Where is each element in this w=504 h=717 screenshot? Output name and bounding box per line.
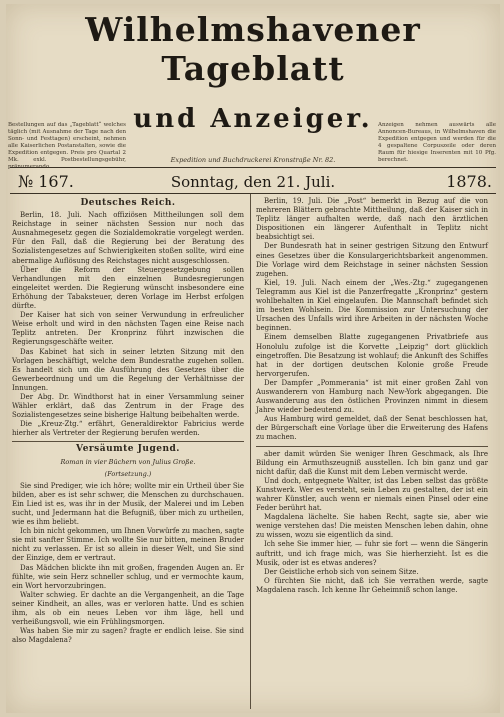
- article-paragraph: Der Bundesrath hat in seiner gestrigen Sitzung den Entwurf eines Gesetzes über die Konsulargerichtsbarkeit angenommen. Die Vorlage wird dem Reichstage in seiner nächsten Session zugehen.: [256, 242, 488, 278]
- article-paragraph: Der Kaiser hat sich von seiner Verwundung in erfreulicher Weise erholt und wird in den nächsten Tagen eine Reise nach Teplitz antreten. Der Kronprinz führt inzwischen die Regierungsgeschäfte weiter.: [12, 311, 244, 347]
- article-paragraph: Die „Kreuz-Ztg.“ erfährt, Generaldirektor Fabricius werde hierher als Vertreter der Regierung berufen werden.: [12, 420, 244, 438]
- section-title-german-reich: Deutsches Reich.: [80, 198, 176, 208]
- feuilleton-continuation: (Fortsetzung.): [104, 469, 152, 478]
- header-rule-bottom: [10, 193, 496, 194]
- feuilleton-title: Versäumte Jugend.: [76, 444, 180, 455]
- newspaper-page: [6, 4, 500, 713]
- feuilleton-paragraph: Das Mädchen blickte ihn mit großen, fragenden Augen an. Er fühlte, wie sein Herz schneller schlug, und er vermochte kaum, ein Wort hervorzubringen.: [12, 563, 244, 590]
- article-paragraph: Über die Reform der Steuergesetzgebung sollen Verhandlungen mit den einzelnen Bundesregierungen eingeleitet werden. Die Regierung wünscht insbesondere eine Erhöhung der Tabaksteuer, deren Vorlage im Herbst erfolgen dürfte.: [12, 265, 244, 311]
- issue-number: № 167.: [18, 172, 74, 191]
- feuilleton-paragraph: O fürchten Sie nicht, daß ich Sie verrathen werde, sagte Magdalena rasch. Ich kenne Ihr Geheimniß schon lange.: [256, 576, 488, 594]
- article-paragraph: Einem demselben Blatte zugegangenen Privatbriefe aus Honolulu zufolge ist die Korvette „Leipzig“ dort glücklich eingetroffen. Die Besatzung ist wohlauf; die Ankunft des Schiffes hat in der dortigen deutschen Kolonie große Freude hervorgerufen.: [256, 333, 488, 378]
- subscription-note: Bestellungen auf das „Tageblatt“ welches täglich (mit Ausnahme der Tage nach den Sonn- und Festtagen) erscheint, nehmen alle Kaiserlichen Postanstalten, sowie die Expedition entgegen. Preis pro Quartal 2 Mk. exkl. Postbestellungsgebühr, pränumerando.: [8, 122, 126, 170]
- article-paragraph: Berlin, 18. Juli. Nach offiziösen Mittheilungen soll dem Reichstage in seiner nächsten Session nur noch das Ausnahmegesetz gegen die Sozialdemokratie vorgelegt werden. Für den Fall, daß die Regierung bei der Beratung des Sozialistengesetzes auf Schwierigkeiten stoßen sollte, wird eine abermalige Auflösung des Reichstages nicht ausgeschlossen.: [12, 211, 244, 265]
- issue-year: 1878.: [446, 172, 492, 191]
- feuilleton-paragraph: Sie sind Prediger, wie ich höre; wollte mir ein Urtheil über Sie bilden, aber es ist sehr schwer, die Menschen zu durchschauen. Ein Lied ist es, was ihr in der Musik, der Malerei und im Leben sucht, und Jedermann hat die Befugniß, über mich zu urtheilen, wie es ihm beliebt.: [12, 481, 244, 527]
- masthead-title: Wilhelmshavener Tageblatt: [85, 10, 421, 88]
- feuilleton-paragraph: Der Geistliche erhob sich von seinem Sitze.: [264, 567, 419, 576]
- article-paragraph: Aus Hamburg wird gemeldet, daß der Senat beschlossen hat, der Bürgerschaft eine Vorlage über die Erweiterung des Hafens zu machen.: [256, 415, 488, 442]
- article-paragraph: Der Dampfer „Pommerania“ ist mit einer großen Zahl von Auswanderern von Hamburg nach New-York abgegangen. Die Auswanderung aus den östlichen Provinzen nimmt in diesem Jahre wieder bedeutend zu.: [256, 378, 488, 415]
- article-paragraph: Kiel, 19. Juli. Nach einem der „Wes.-Ztg.“ zugegangenen Telegramm aus Kiel ist die Panzerfregatte „Kronprinz“ gestern wohlbehalten in Kiel eingelaufen. Die Mannschaft befindet sich im besten Wohlsein. Die Kommission zur Untersuchung der Ursachen des Unfalls wird ihre Arbeiten in der nächsten Woche beginnen.: [256, 278, 488, 333]
- article-paragraph: Das Kabinet hat sich in seiner letzten Sitzung mit den Vorlagen beschäftigt, welche dem Bundesrathe zugehen sollen. Es handelt sich um die Ausführung des Gesetzes über die Gewerbeordnung und um die Regelung der Verhältnisse der Innungen.: [12, 347, 244, 392]
- issue-date: Sonntag, den 21. Juli.: [170, 173, 336, 191]
- feuilleton-divider: [12, 441, 244, 442]
- article-paragraph: Berlin, 19. Juli. Die „Post“ bemerkt in Bezug auf die von mehreren Blättern gebrachte Mittheilung, daß der Kaiser sich in Teplitz länger aufhalten werde, daß nach den ärztlichen Dispositionen ein längerer Aufenthalt in Teplitz nicht beabsichtigt sei.: [256, 197, 488, 242]
- column-divider: [250, 194, 251, 709]
- article-paragraph: Der Abg. Dr. Windthorst hat in einer Versammlung seiner Wähler erklärt, daß das Zentrum in der Frage des Sozialistengesetzes seine bisherige Haltung beibehalten werde.: [12, 392, 244, 420]
- feuilleton-paragraph: Ich bin nicht gekommen, um Ihnen Vorwürfe zu machen, sagte sie mit sanfter Stimme. Ich wollte Sie nur bitten, meinen Bruder nicht zu verlassen. Er ist so allein in dieser Welt, und Sie sind der Einzige, dem er vertraut.: [12, 527, 244, 563]
- header-rule-top: [10, 167, 496, 168]
- feuilleton-paragraph: aber damit würden Sie weniger Ihren Geschmack, als Ihre Bildung ein Armuthszeugniß ausstellen. Ich bin ganz und gar nicht dafür, daß die Kunst mit dem Leben vermischt werde.: [256, 449, 488, 476]
- left-column: [12, 197, 244, 645]
- masthead-subtitle: und Anzeiger.: [133, 104, 373, 134]
- feuilleton-paragraph: Magdalena lächelte. Sie haben Recht, sagte sie, aber wie wenige verstehen das! Die meisten Menschen leben dahin, ohne zu wissen, wozu sie eigentlich da sind.: [256, 513, 488, 540]
- feuilleton-paragraph: Und doch, entgegnete Walter, ist das Leben selbst das größte Kunstwerk. Wer es versteht, sein Leben zu gestalten, der ist ein wahrer Künstler, auch wenn er niemals einen Pinsel oder eine Feder berührt hat.: [256, 476, 488, 513]
- publisher-line: Expedition und Buchdruckerei Kronstraße Nr. 82.: [170, 156, 336, 164]
- feuilleton-paragraph: Ich sehe Sie immer hier, — fuhr sie fort — wenn die Sängerin auftritt, und ich frage mich, was Sie hierherzieht. Ist es die Musik, oder ist es etwas anderes?: [256, 540, 488, 567]
- advertisement-note: Anzeigen nehmen auswärts alle Annoncen-Bureaus, in Wilhelmshaven die Expedition entgegen und werden für die 4 gespaltene Corpuszeile oder deren Raum für hiesige Inserenten mit 10 Pfg. berechnet.: [378, 122, 496, 163]
- feuilleton-divider: [256, 446, 488, 447]
- feuilleton-paragraph: Was haben Sie mir zu sagen? fragte er endlich leise. Sie sind also Magdalena?: [12, 627, 244, 645]
- feuilleton-paragraph: Walter schwieg. Er dachte an die Vergangenheit, an die Tage seiner Kindheit, an alles, was er verloren hatte. Und es schien ihm, als ob ein neues Leben vor ihm läge, hell und verheißungsvoll, wie ein Frühlingsmorgen.: [12, 590, 244, 627]
- issue-bar: [10, 170, 496, 194]
- right-column: [256, 197, 488, 595]
- feuilleton-byline: Roman in vier Büchern von Julius Große.: [60, 457, 196, 466]
